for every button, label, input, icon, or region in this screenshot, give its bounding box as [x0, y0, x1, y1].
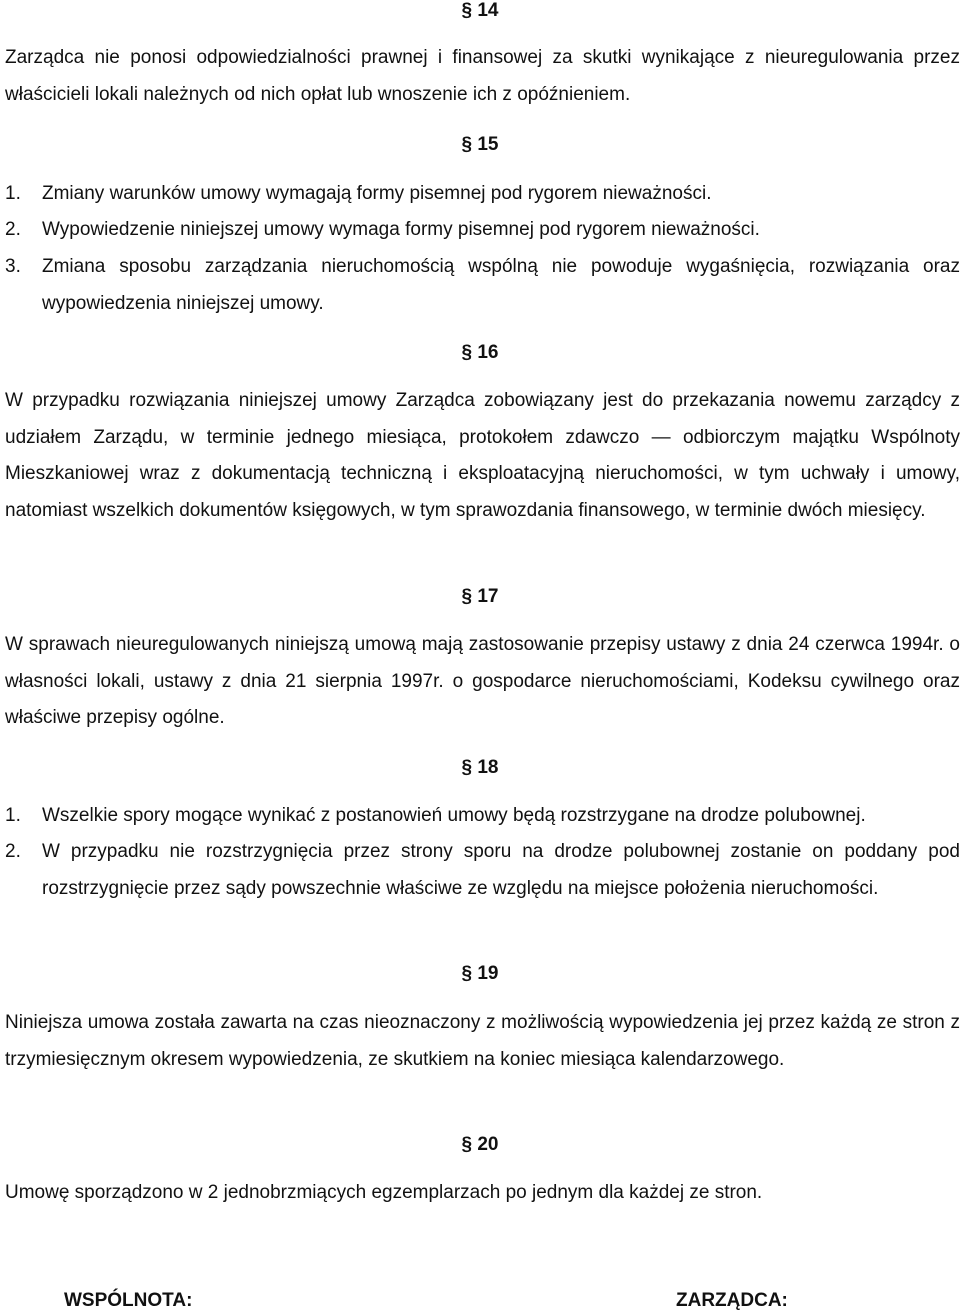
- section-14-text: Zarządca nie ponosi odpowiedzialności prawnej i finansowej za skutki wynikające z nieuregulowania przez właścicieli lokali należnych od nich opłat lub wnoszenie ich z opóźnieniem.: [5, 47, 960, 105]
- section-18-item-2: [5, 834, 960, 907]
- section-16-text: W przypadku rozwiązania niniejszej umowy Zarządca zobowiązany jest do przekazania nowemu zarządcy z udziałem Zarządu, w terminie jednego miesiąca, protokołem zdawczo — odbiorczym majątku Wspólnoty Mieszkaniowej wraz z dokumentacją techniczną i eksploatacyjną nieruchomości, w tym uchwały i umowy, natomiast wszelkich dokumentów księgowych, w tym sprawozdania finansowego, w terminie dwóch miesięcy.: [5, 390, 960, 521]
- section-17-heading: § 17: [461, 586, 499, 607]
- section-15-item-3: [5, 249, 960, 322]
- section-15-item-2: [5, 212, 960, 249]
- section-16-heading: § 16: [461, 342, 499, 363]
- item-text: Wypowiedzenie niniejszej umowy wymaga formy pisemnej pod rygorem nieważności.: [42, 219, 760, 240]
- section-20-text: Umowę sporządzono w 2 jednobrzmiących egzemplarzach po jednym dla każdej ze stron.: [5, 1182, 763, 1203]
- section-17-text: W sprawach nieuregulowanych niniejszą umową mają zastosowanie przepisy ustawy z dnia 24 czerwca 1994r. o własności lokali, ustawy z dnia 21 sierpnia 1997r. o gospodarce nieruchomościami, Kodeksu cywilnego oraz właściwe przepisy ogólne.: [5, 634, 960, 728]
- item-text: Zmiana sposobu zarządzania nieruchomością wspólną nie powoduje wygaśnięcia, rozwiązania oraz wypowiedzenia niniejszej umowy.: [42, 256, 960, 314]
- section-20-heading: § 20: [461, 1134, 499, 1155]
- item-text: Zmiany warunków umowy wymagają formy pisemnej pod rygorem nieważności.: [42, 183, 712, 204]
- section-15-heading: § 15: [461, 134, 499, 155]
- item-text: W przypadku nie rozstrzygnięcia przez strony sporu na drodze polubownej zostanie on poddany pod rozstrzygnięcie przez sądy powszechnie właściwe ze względu na miejsce położenia nieruchomości.: [42, 841, 960, 899]
- section-14-heading: § 14: [461, 0, 499, 21]
- item-text: Wszelkie spory mogące wynikać z postanowień umowy będą rozstrzygane na drodze polubownej.: [42, 805, 866, 826]
- signature-community-label: WSPÓLNOTA:: [64, 1290, 193, 1311]
- item-number: 1.: [5, 183, 21, 204]
- section-18-item-1: [5, 798, 960, 835]
- section-18-heading: § 18: [461, 757, 499, 778]
- signature-manager-label: ZARZĄDCA:: [676, 1290, 788, 1311]
- section-15-item-1: [5, 176, 960, 213]
- item-number: 2.: [5, 841, 21, 862]
- item-number: 3.: [5, 256, 21, 277]
- section-19-heading: § 19: [461, 963, 499, 984]
- item-number: 2.: [5, 219, 21, 240]
- item-number: 1.: [5, 805, 21, 826]
- section-19-text: Niniejsza umowa została zawarta na czas nieoznaczony z możliwością wypowiedzenia jej przez każdą ze stron z trzymiesięcznym okresem wypowiedzenia, ze skutkiem na koniec miesiąca kalendarzowego.: [5, 1012, 960, 1070]
